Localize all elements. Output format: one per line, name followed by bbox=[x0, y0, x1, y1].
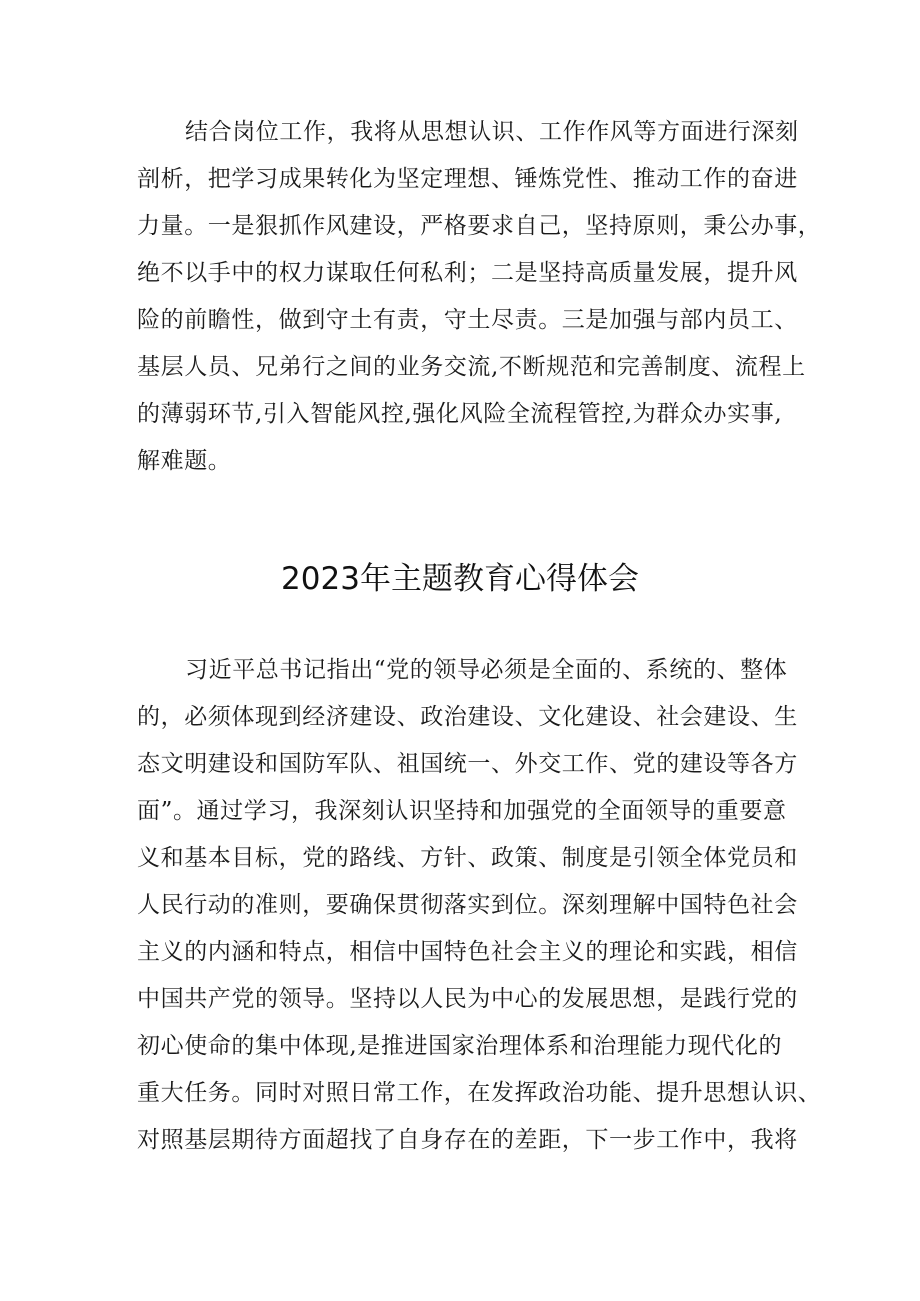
text-line: 中国共产党的领导。坚持以人民为中心的发展思想，是践行党的 bbox=[137, 986, 798, 1012]
text-line: 的，必须体现到经济建设、政治建设、文化建设、社会建设、生 bbox=[137, 704, 798, 730]
text-line: 人民行动的准则，要确保贯彻落实到位。深刻理解中国特色社会 bbox=[137, 892, 798, 918]
text-line: 习近平总书记指出“党的领导必须是全面的、系统的、整体 bbox=[185, 657, 788, 683]
text-line: 主义的内涵和特点，相信中国特色社会主义的理论和实践，相信 bbox=[137, 939, 798, 965]
text-line: 面”。通过学习，我深刻认识坚持和加强党的全面领导的重要意 bbox=[137, 798, 787, 824]
text-line: 基层人员、兄弟行之间的业务交流,不断规范和完善制度、流程上 bbox=[137, 354, 806, 380]
text-line: 重大任务。同时对照日常工作，在发挥政治功能、提升思想认识、 bbox=[137, 1080, 822, 1106]
text-line: 结合岗位工作，我将从思想认识、工作作风等方面进行深刻 bbox=[185, 119, 799, 145]
text-line: 初心使命的集中体现,是推进国家治理体系和治理能力现代化的 bbox=[137, 1033, 783, 1059]
text-line: 解难题。 bbox=[137, 448, 232, 474]
text-line: 对照基层期待方面超找了自身存在的差距，下一步工作中，我将 bbox=[137, 1127, 798, 1153]
text-line: 绝不以手中的权力谋取任何私利；二是坚持高质量发展，提升风 bbox=[137, 260, 798, 286]
text-line: 的薄弱环节,引入智能风控,强化风险全流程管控,为群众办实事, bbox=[137, 401, 783, 427]
text-line: 态文明建设和国防军队、祖国统一、外交工作、党的建设等各方 bbox=[137, 751, 798, 777]
text-line: 剖析，把学习成果转化为坚定理想、锤炼党性、推动工作的奋进 bbox=[137, 166, 798, 192]
page-title: 2023年主题教育心得体会 bbox=[281, 561, 639, 597]
text-line: 义和基本目标，党的路线、方针、政策、制度是引领全体党员和 bbox=[137, 845, 798, 871]
text-line: 险的前瞻性，做到守土有责，守土尽责。三是加强与部内员工、 bbox=[137, 307, 798, 333]
text-line: 力量。一是狠抓作风建设，严格要求自己，坚持原则，秉公办事， bbox=[137, 213, 822, 239]
